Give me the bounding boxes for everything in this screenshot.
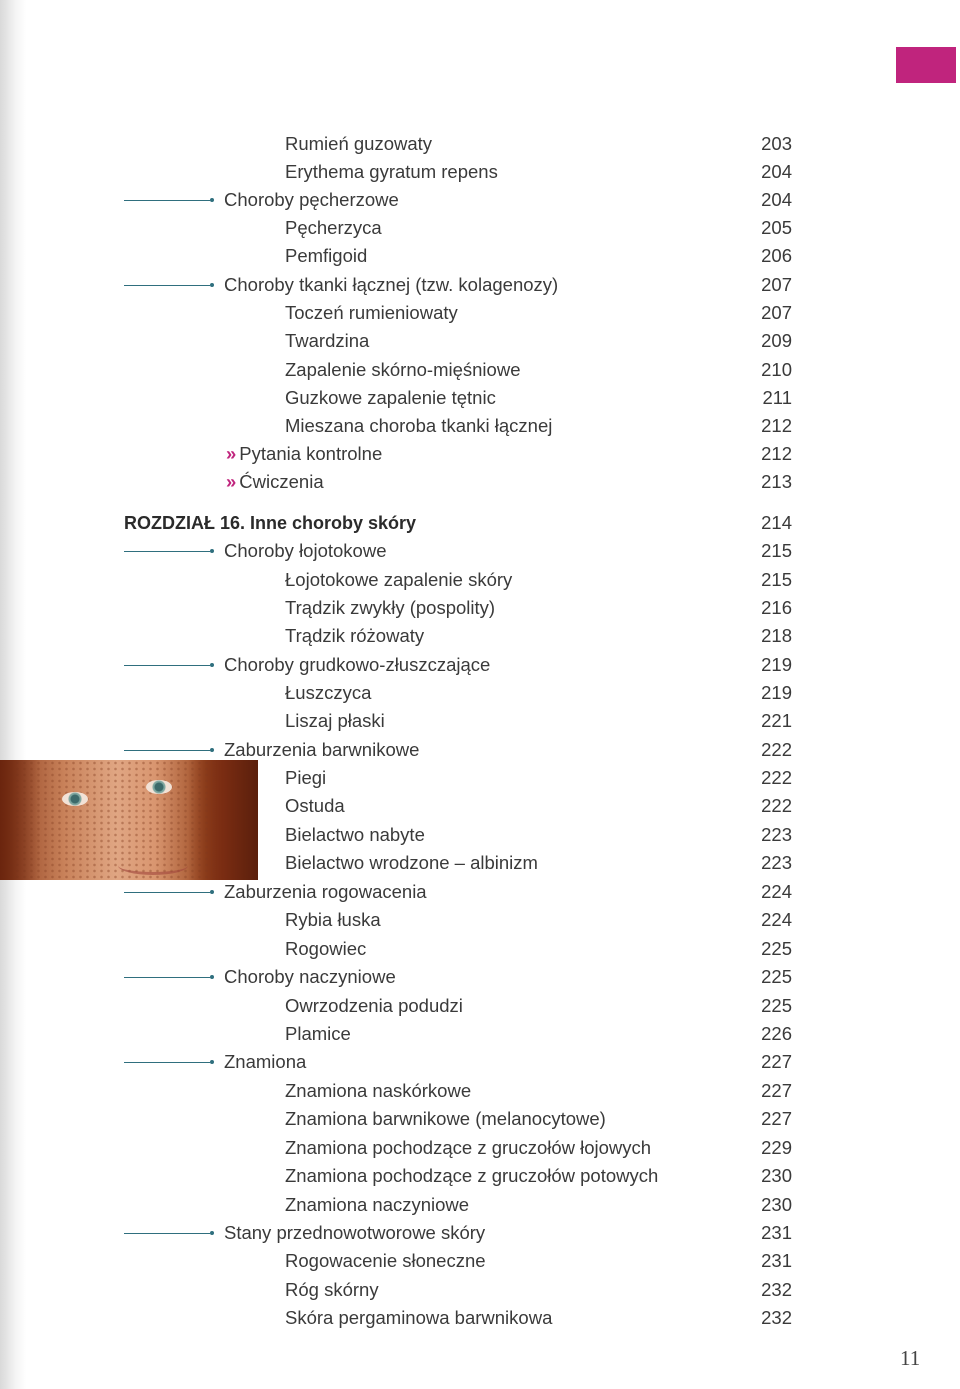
toc-page-number: 222 (761, 767, 792, 788)
toc-row (0, 158, 960, 186)
toc-page-number: 207 (761, 302, 792, 323)
toc-entry-text: Choroby pęcherzowe (224, 189, 399, 210)
toc-row (0, 1020, 960, 1048)
toc-page-number: 211 (762, 387, 792, 408)
toc-page-number: 225 (761, 938, 792, 959)
toc-entry-text: Choroby naczyniowe (224, 966, 396, 987)
toc-page-number: 214 (761, 512, 792, 533)
toc-entry-text: Trądzik zwykły (pospolity) (285, 597, 496, 618)
toc-entry-label (285, 992, 463, 1020)
section-leader-line (124, 750, 210, 751)
toc-entry-label (285, 792, 345, 820)
toc-row (0, 1276, 960, 1304)
toc-entry-text: Rogowacenie słoneczne (285, 1250, 486, 1271)
toc-entry-text: Trądzik różowaty (285, 625, 425, 646)
toc-entry-text: Ćwiczenia (239, 471, 324, 492)
toc-row (0, 242, 960, 270)
toc-entry-text: Zaburzenia barwnikowe (224, 739, 420, 760)
toc-entry-label (285, 130, 432, 158)
toc-chapter-row (0, 509, 960, 537)
toc-entry-label (285, 327, 369, 355)
toc-row (0, 651, 960, 679)
toc-entry-label (224, 878, 427, 906)
toc-entry-label (285, 906, 381, 934)
toc-entry-text: Zapalenie skórno-mięśniowe (285, 359, 521, 380)
toc-entry-text: Owrzodzenia podudzi (285, 995, 463, 1016)
toc-row (0, 1191, 960, 1219)
toc-entry-label (285, 1191, 469, 1219)
toc-page-number: 215 (761, 540, 792, 561)
toc-page-number: 204 (761, 161, 792, 182)
toc-entry-label (285, 594, 495, 622)
toc-row (0, 878, 960, 906)
toc-entry-text: Znamiona barwnikowe (melanocytowe) (285, 1108, 606, 1129)
toc-entry-label (226, 468, 324, 496)
toc-row (0, 1048, 960, 1076)
section-leader-line (124, 285, 210, 286)
toc-entry-text: Rumień guzowaty (285, 133, 433, 154)
toc-entry-text: Znamiona pochodzące z gruczołów potowych (285, 1165, 659, 1186)
toc-entry-label (285, 384, 496, 412)
toc-entry-label (224, 1219, 485, 1247)
toc-page-number: 227 (761, 1108, 792, 1129)
toc-entry-label (285, 935, 366, 963)
toc-page-number: 227 (761, 1080, 792, 1101)
toc-page-number: 215 (761, 569, 792, 590)
toc-row (0, 906, 960, 934)
toc-entry-label (285, 1077, 471, 1105)
toc-entry-text: Znamiona pochodzące z gruczołów łojowych (285, 1137, 652, 1158)
toc-row (0, 1105, 960, 1133)
toc-row (0, 1162, 960, 1190)
toc-row (0, 849, 960, 877)
toc-entry-text: Łuszczyca (285, 682, 372, 703)
toc-entry-text: Znamiona naskórkowe (285, 1080, 472, 1101)
toc-page-number: 212 (761, 415, 792, 436)
toc-entry-text: Piegi (285, 767, 327, 788)
toc-page-number: 231 (761, 1250, 792, 1271)
toc-entry-text: Pęcherzyca (285, 217, 382, 238)
toc-entry-text: Znamiona (224, 1051, 307, 1072)
toc-entry-text: Mieszana choroba tkanki łącznej (285, 415, 553, 436)
toc-row (0, 537, 960, 565)
section-leader-line (124, 892, 210, 893)
toc-row (0, 468, 960, 496)
toc-entry-label (285, 1162, 658, 1190)
toc-row (0, 764, 960, 792)
toc-row (0, 214, 960, 242)
toc-entry-label (285, 1304, 552, 1332)
toc-entry-label (285, 356, 520, 384)
toc-page-number: 224 (761, 881, 792, 902)
page-number: 11 (900, 1346, 921, 1370)
toc-entry-label (285, 1105, 606, 1133)
toc-entry-label (224, 271, 558, 299)
toc-row (0, 356, 960, 384)
toc-row (0, 1077, 960, 1105)
toc-page-number: 212 (761, 443, 792, 464)
toc-page-number: 218 (761, 625, 792, 646)
toc-row (0, 594, 960, 622)
toc-entry-text: Stany przednowotworowe skóry (224, 1222, 486, 1243)
toc-row (0, 299, 960, 327)
toc-page-number: 204 (761, 189, 792, 210)
toc-entry-text: Bielactwo wrodzone – albinizm (285, 852, 538, 873)
toc-page-number: 219 (761, 682, 792, 703)
toc-page-number: 222 (761, 739, 792, 760)
toc-page-number: 210 (761, 359, 792, 380)
toc-entry-label (285, 849, 538, 877)
toc-entry-text: Rybia łuska (285, 909, 381, 930)
chevron-icon: » (226, 471, 237, 492)
toc-entry-label (285, 1247, 486, 1275)
section-leader-line (124, 665, 210, 666)
toc-entry-label (285, 566, 512, 594)
toc-entry-text: Erythema gyratum repens (285, 161, 498, 182)
toc-entry-label (285, 679, 371, 707)
toc-page-number: 230 (761, 1194, 792, 1215)
toc-entry-text: Liszaj płaski (285, 710, 385, 731)
toc-entry-label (226, 440, 382, 468)
toc-entry-label (124, 509, 416, 537)
toc-entry-label (285, 158, 498, 186)
toc-entry-label (285, 821, 425, 849)
toc-row (0, 622, 960, 650)
toc-entry-text: Zaburzenia rogowacenia (224, 881, 427, 902)
toc-page-number: 224 (761, 909, 792, 930)
toc-row (0, 384, 960, 412)
toc-entry-text: Toczeń rumieniowaty (285, 302, 458, 323)
toc-entry-label (285, 214, 382, 242)
toc-entry-text: Choroby grudkowo-złuszczające (224, 654, 491, 675)
toc-row (0, 707, 960, 735)
toc-entry-text: ROZDZIAŁ 16. Inne choroby skóry (124, 513, 417, 533)
toc-row (0, 1247, 960, 1275)
toc-row (0, 1304, 960, 1332)
toc-row (0, 992, 960, 1020)
toc-row (0, 679, 960, 707)
toc-page-number: 226 (761, 1023, 792, 1044)
toc-page-number: 225 (761, 995, 792, 1016)
toc-page-number: 219 (761, 654, 792, 675)
toc-row (0, 327, 960, 355)
toc-page-number: 222 (761, 795, 792, 816)
toc-row (0, 963, 960, 991)
toc-page-number: 221 (761, 710, 792, 731)
toc-entry-text: Twardzina (285, 330, 370, 351)
toc-entry-label (224, 537, 386, 565)
toc-entry-label (224, 963, 396, 991)
toc-entry-text: Łojotokowe zapalenie skóry (285, 569, 513, 590)
toc-entry-label (285, 1276, 379, 1304)
toc-row (0, 440, 960, 468)
toc-entry-label (285, 1134, 651, 1162)
toc-page-number: 225 (761, 966, 792, 987)
chevron-icon: » (226, 443, 237, 464)
toc-entry-label (285, 707, 385, 735)
toc-entry-label (285, 1020, 351, 1048)
toc-entry-text: Rogowiec (285, 938, 367, 959)
toc-entry-text: Guzkowe zapalenie tętnic (285, 387, 496, 408)
toc-entry-label (285, 412, 552, 440)
toc-page-number: 203 (761, 133, 792, 154)
toc-page-number: 213 (761, 471, 792, 492)
toc-page-number: 205 (761, 217, 792, 238)
toc-page-number: 206 (761, 245, 792, 266)
toc-page-number: 232 (761, 1307, 792, 1328)
toc-entry-label (224, 186, 399, 214)
toc-page-number: 230 (761, 1165, 792, 1186)
toc-entry-label (285, 764, 326, 792)
toc-entry-text: Choroby tkanki łącznej (tzw. kolagenozy) (224, 274, 559, 295)
toc-entry-label (224, 1048, 306, 1076)
toc-row (0, 186, 960, 214)
toc-entry-text: Róg skórny (285, 1279, 379, 1300)
toc-entry-label (285, 299, 458, 327)
toc-row (0, 1219, 960, 1247)
toc-row (0, 935, 960, 963)
toc-page-number: 207 (761, 274, 792, 295)
toc-entry-text: Plamice (285, 1023, 351, 1044)
toc-row (0, 821, 960, 849)
toc-entry-text: Choroby łojotokowe (224, 540, 387, 561)
toc-page-number: 216 (761, 597, 792, 618)
toc-page-number: 223 (761, 824, 792, 845)
toc-row (0, 1134, 960, 1162)
toc-entry-text: Pemfigoid (285, 245, 368, 266)
section-leader-line (124, 1233, 210, 1234)
toc-entry-label (285, 622, 424, 650)
section-leader-line (124, 977, 210, 978)
toc-row (0, 566, 960, 594)
section-leader-line (124, 200, 210, 201)
toc-entry-text: Ostuda (285, 795, 345, 816)
toc-page-number: 232 (761, 1279, 792, 1300)
toc-page-number: 223 (761, 852, 792, 873)
toc-row (0, 792, 960, 820)
toc-page-number: 231 (761, 1222, 792, 1243)
toc-page-number: 229 (761, 1137, 792, 1158)
toc-page-number: 209 (761, 330, 792, 351)
section-leader-line (124, 1062, 210, 1063)
toc-row (0, 130, 960, 158)
toc-row (0, 736, 960, 764)
toc-entry-text: Bielactwo nabyte (285, 824, 425, 845)
toc-row (0, 271, 960, 299)
toc-row (0, 412, 960, 440)
toc-entry-label (224, 651, 490, 679)
toc-entry-text: Znamiona naczyniowe (285, 1194, 470, 1215)
toc-entry-text: Skóra pergaminowa barwnikowa (285, 1307, 553, 1328)
toc-entry-text: Pytania kontrolne (239, 443, 383, 464)
toc-entry-label (224, 736, 419, 764)
toc-page-number: 227 (761, 1051, 792, 1072)
toc-entry-label (285, 242, 367, 270)
section-leader-line (124, 551, 210, 552)
